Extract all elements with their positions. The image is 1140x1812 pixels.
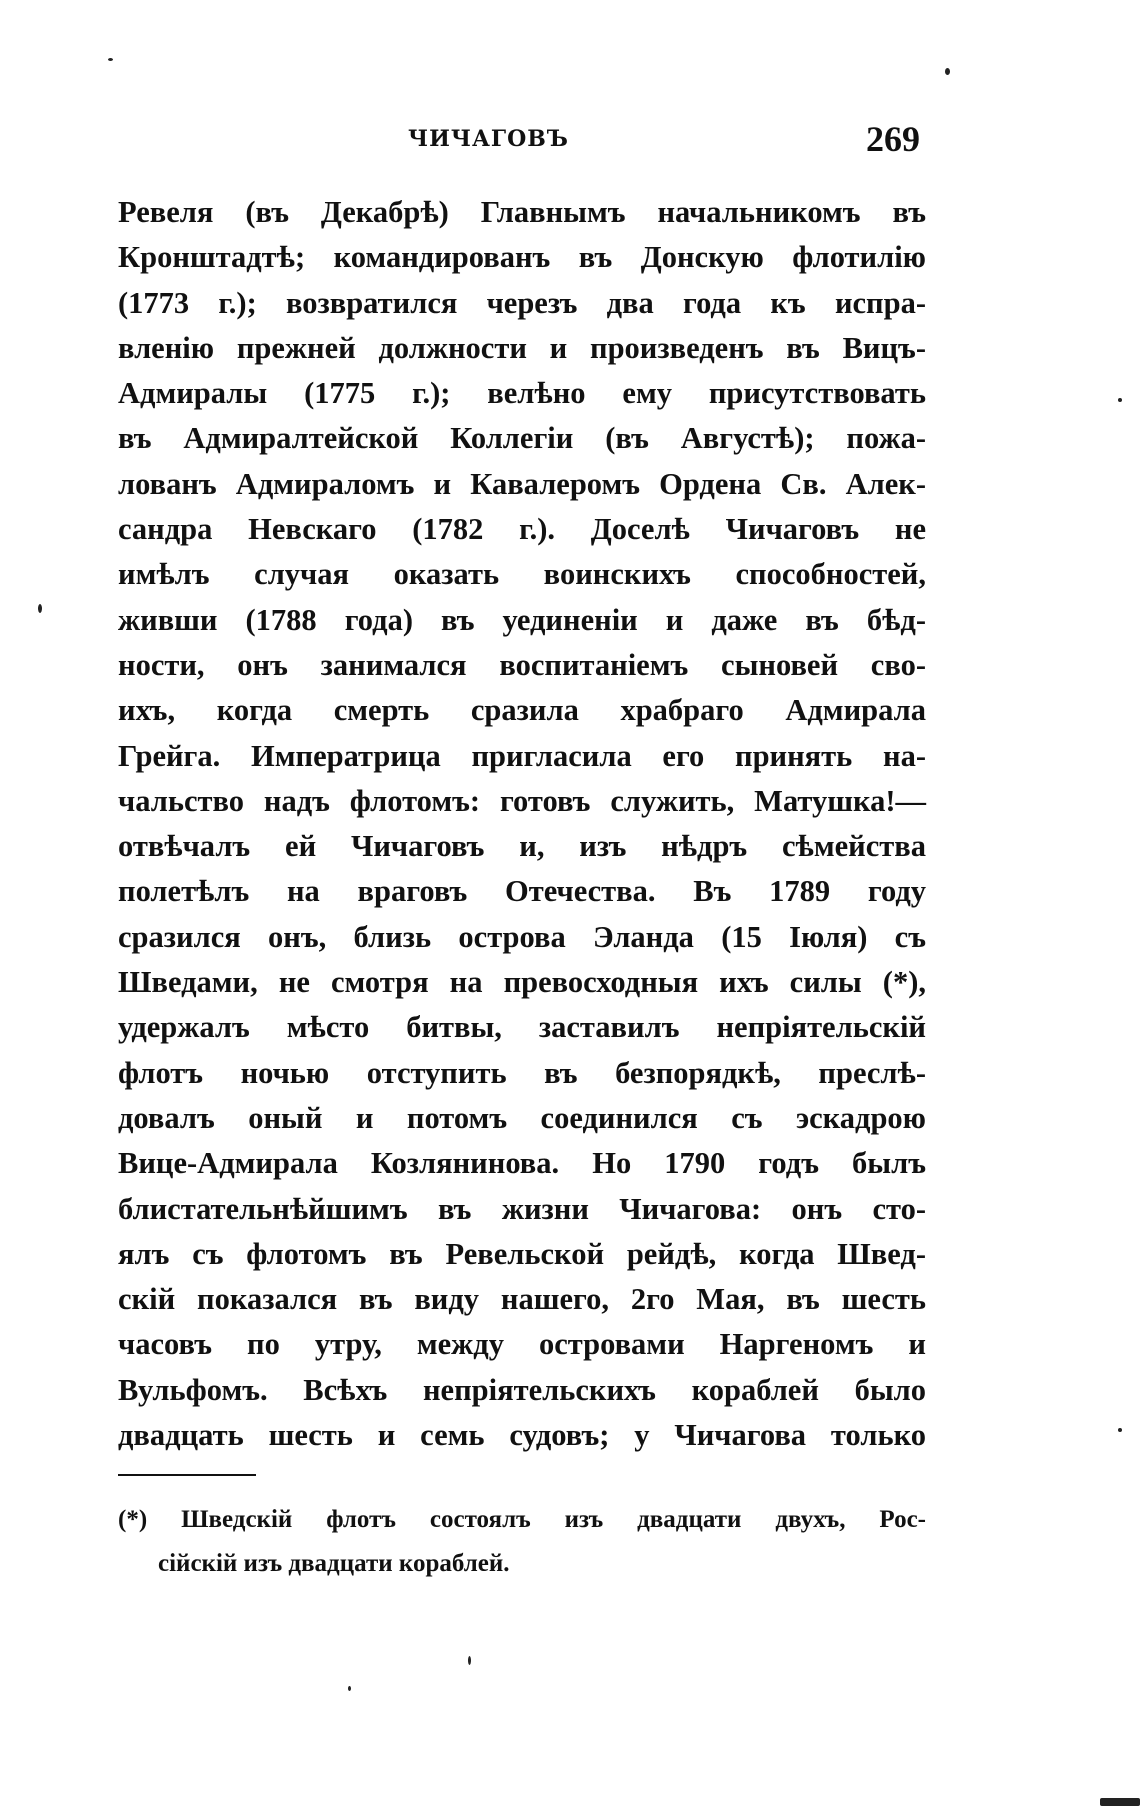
text-line: часовъ по утру, между островами Наргеномъ и [118,1327,926,1362]
text-line: флотъ ночью отступить въ безпорядкѣ, преслѣ- [118,1055,926,1090]
scan-speck [38,604,42,613]
text-line: двадцать шесть и семь судовъ; у Чичагова только [118,1418,926,1453]
text-line: ялъ съ флотомъ въ Ревельской рейдѣ, когда Швед- [118,1236,926,1271]
text-line: ихъ, когда смерть сразила храбраго Адмирала [118,693,926,728]
footnote [118,1498,926,1586]
text-line: Ревеля (въ Декабрѣ) Главнымъ начальникомъ въ [118,195,926,229]
text-line: Шведами, не смотря на превосходныя ихъ силы (*), [118,965,926,1000]
footnote-line: (*) Шведскій флотъ состоялъ изъ двадцати двухъ, Рос- [118,1506,926,1533]
text-line: ности, онъ занимался воспитаніемъ сыновей сво- [118,647,926,682]
scan-speck [108,58,113,61]
scan-speck [468,1656,471,1665]
text-line: сандра Невскаго (1782 г.). Доселѣ Чичаговъ не [118,512,926,547]
text-line: удержалъ мѣсто битвы, заставилъ непріятельскій [118,1010,926,1045]
text-line: Кронштадтѣ; командированъ въ Донскую флотилію [118,240,926,275]
footnote-line: сійскій изъ двадцати кораблей. [158,1550,510,1577]
text-line: лованъ Адмираломъ и Кавалеромъ Ордена Св. Алек- [118,466,926,501]
page-number: 269 [866,119,920,159]
running-head: ЧИЧАГОВЪ [408,126,569,152]
text-line: чальство надъ флотомъ: готовъ служить, Матушка!— [118,783,926,818]
scan-speck [1118,1428,1122,1432]
body-text [118,190,926,1458]
text-line: Вульфомъ. Всѣхъ непріятельскихъ кораблей было [118,1372,926,1407]
text-line: Вице-Адмирала Козлянинова. Но 1790 годъ былъ [118,1146,926,1181]
text-line: довалъ оный и потомъ соединился съ эскадрою [118,1100,926,1135]
text-line: блистательнѣйшимъ въ жизни Чичагова: онъ сто- [118,1191,926,1226]
text-line: (1773 г.); возвратился черезъ два года къ испра- [118,285,926,320]
text-line: скій показался въ виду нашего, 2го Мая, въ шесть [118,1282,926,1317]
scan-speck [1118,398,1122,402]
text-line: имѣлъ случая оказать воинскихъ способностей, [118,557,926,592]
text-line: живши (1788 года) въ уединеніи и даже въ бѣд- [118,602,926,637]
text-line: отвѣчалъ ей Чичаговъ и, изъ нѣдръ сѣмейства [118,829,926,864]
scan-speck [348,1686,351,1691]
footnote-rule [118,1474,256,1476]
text-line: сразился онъ, близь острова Эланда (15 Іюля) съ [118,919,926,954]
scan-speck [945,68,950,75]
text-line: въ Адмиралтейской Коллегіи (въ Августѣ); пожа- [118,421,926,456]
page-header [118,118,926,178]
text-line: Грейга. Императрица пригласила его принять на- [118,738,926,773]
text-line: вленію прежней должности и произведенъ въ Вицъ- [118,330,926,365]
text-line: Адмиралы (1775 г.); велѣно ему присутствовать [118,376,926,411]
scan-speck [1100,1798,1140,1806]
text-line: полетѣлъ на враговъ Отечества. Въ 1789 году [118,874,926,909]
